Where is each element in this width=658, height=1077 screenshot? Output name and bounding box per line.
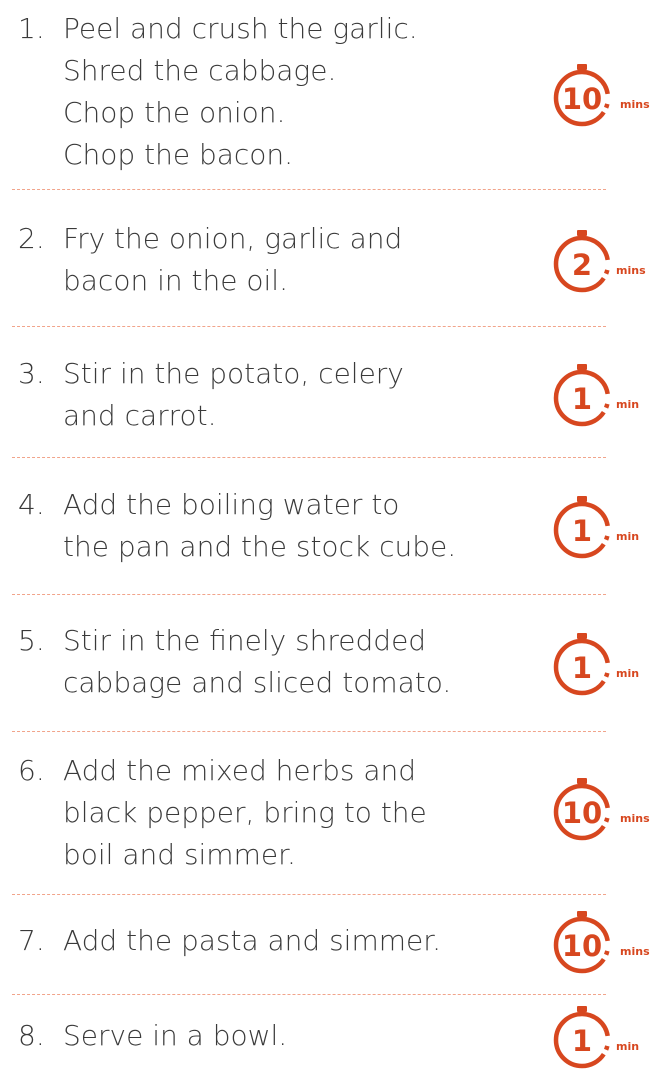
step-number: 2. — [18, 222, 45, 255]
timer-icon — [548, 630, 652, 700]
step-text: Peel and crush the garlic. Shred the cabbage. Chop the onion. Chop the bacon. — [63, 12, 418, 171]
timer-icon — [548, 775, 652, 845]
step-text: Add the boiling water to the pan and the stock cube. — [63, 488, 457, 563]
timer-value: 1 — [571, 514, 593, 548]
step-number: 8. — [18, 1019, 45, 1052]
step-text: Add the pasta and simmer. — [63, 924, 442, 957]
step-number: 6. — [18, 754, 45, 787]
dashed-divider — [12, 731, 606, 732]
step-number: 1. — [18, 12, 45, 45]
step-text: Serve in a bowl. — [63, 1019, 288, 1052]
timer-value: 10 — [561, 929, 603, 963]
timer-unit: min — [616, 398, 640, 411]
dashed-divider — [12, 457, 606, 458]
timer-value: 1 — [571, 382, 593, 416]
timer-unit: mins — [616, 264, 646, 277]
timer-unit: mins — [620, 98, 650, 111]
step-text: Stir in the finely shredded cabbage and sliced tomato. — [63, 624, 452, 699]
timer-icon — [548, 361, 652, 431]
timer-unit: mins — [620, 945, 650, 958]
timer-icon — [548, 227, 652, 297]
dashed-divider — [12, 594, 606, 595]
timer-icon — [548, 1003, 652, 1073]
timer-icon — [548, 908, 652, 978]
timer-unit: min — [616, 530, 640, 543]
dashed-divider — [12, 189, 606, 190]
step-number: 4. — [18, 488, 45, 521]
timer-value: 1 — [571, 1024, 593, 1058]
step-number: 5. — [18, 624, 45, 657]
step-number: 7. — [18, 924, 45, 957]
timer-unit: min — [616, 667, 640, 680]
timer-icon — [548, 493, 652, 563]
timer-value: 2 — [571, 248, 593, 282]
timer-value: 10 — [561, 796, 603, 830]
timer-unit: mins — [620, 812, 650, 825]
step-number: 3. — [18, 357, 45, 390]
step-text: Add the mixed herbs and black pepper, bring to the boil and simmer. — [63, 754, 427, 871]
timer-value: 1 — [571, 651, 593, 685]
dashed-divider — [12, 894, 606, 895]
timer-icon — [548, 61, 652, 131]
timer-value: 10 — [561, 82, 603, 116]
timer-unit: min — [616, 1040, 640, 1053]
step-text: Stir in the potato, celery and carrot. — [63, 357, 404, 432]
dashed-divider — [12, 326, 606, 327]
step-text: Fry the onion, garlic and bacon in the oil. — [63, 222, 403, 297]
dashed-divider — [12, 994, 606, 995]
